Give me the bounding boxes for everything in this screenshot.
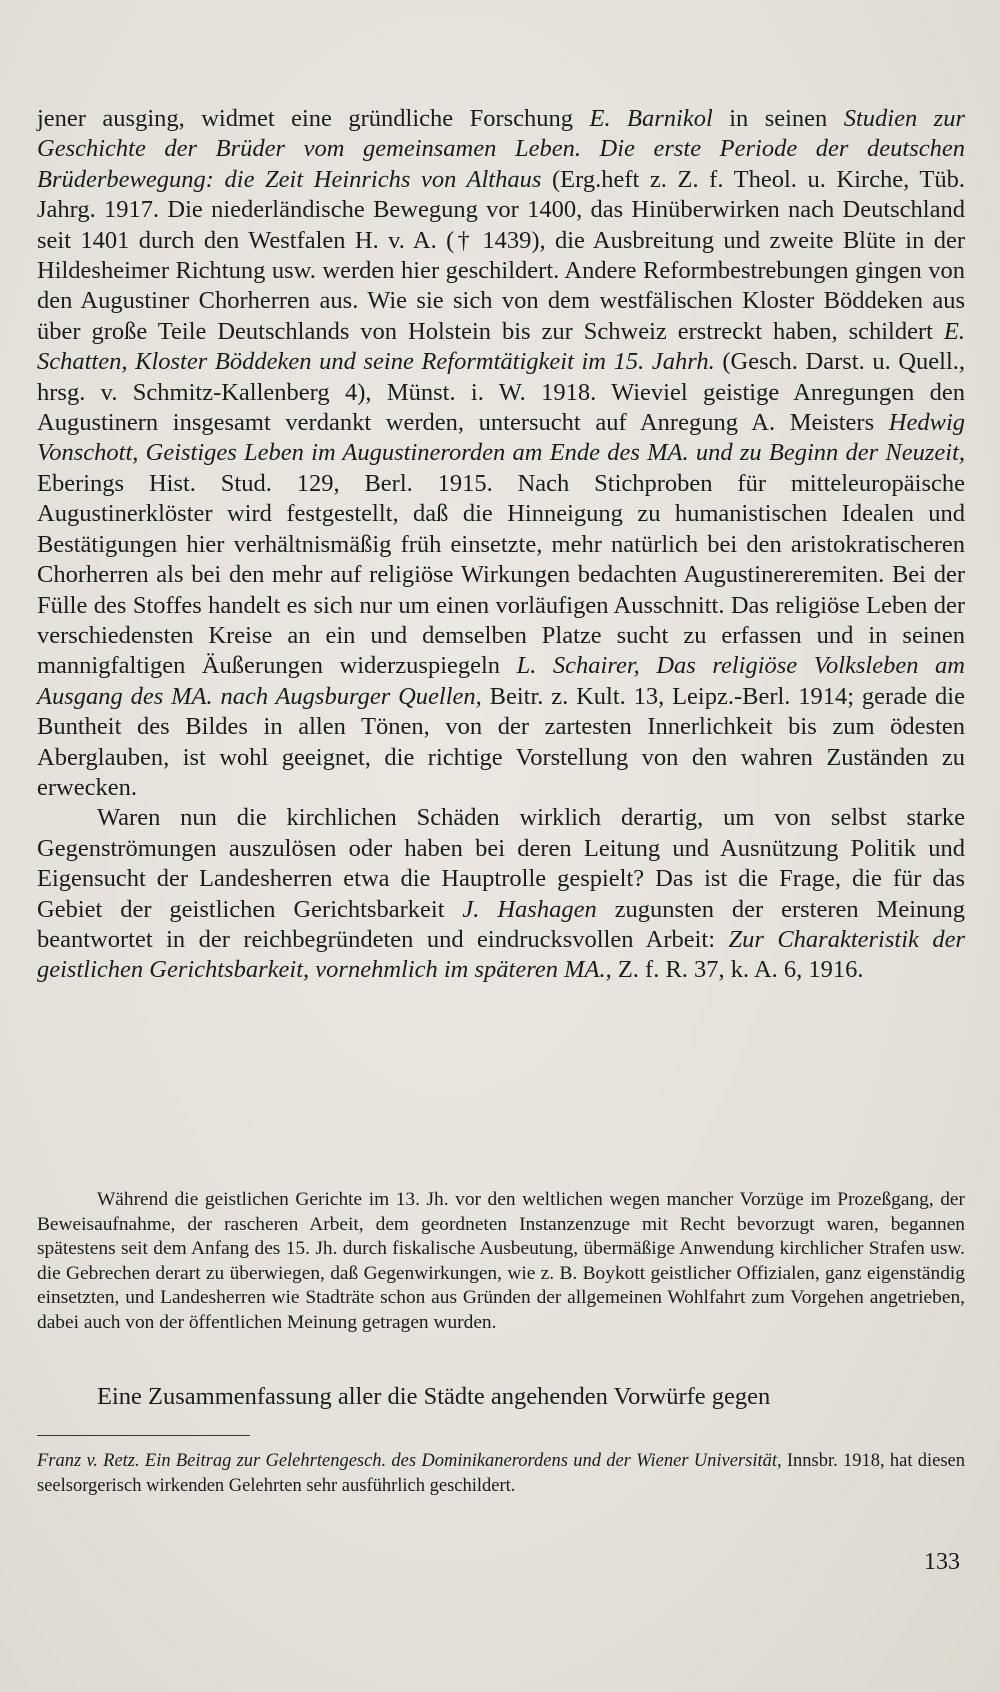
- continuation-line: Eine Zusammenfassung aller die Städte angehenden Vorwürfe gegen: [97, 1383, 771, 1410]
- footnote-text: [37, 1449, 965, 1498]
- main-text-block: [37, 104, 965, 986]
- text-run: Z. f. R. 37, k. A. 6, 1916.: [611, 956, 864, 984]
- author-name: E. Schatten,: [37, 317, 965, 376]
- footnote: [37, 1449, 965, 1498]
- text-run: (Erg.heft z. Z. f. Theol. u. Kirche, Tüb. Jahrg. 1917. Die niederländische Bewegung vor 1400, das Hinüberwirken nach Deutschland seit 1401 durch den Westfalen H. v. A. († 1439), die Ausbreitung und zweite Blüte in der Hildesheimer Richtung usw. werden hier geschildert. Andere Reformbestrebungen gingen von den Augustiner Chorherren aus. Wie sie sich von dem westfälischen Kloster Böddeken aus über große Teile Deutschlands von Holstein bis zur Schweiz erstreckt haben, schildert: [37, 165, 965, 345]
- author-name: E. Barnikol: [589, 105, 713, 132]
- footnote-title: Ein Beitrag zur Gelehrtengesch. des Dominikanerordens und der Wiener Universität,: [139, 1451, 782, 1471]
- paragraph-1: [37, 104, 965, 803]
- text-run: in seinen: [712, 105, 844, 132]
- author-name: L. Schairer,: [516, 652, 640, 680]
- footnote-rest: Innsbr. 1918, hat diesen seelsorgerisch wirkenden Gelehrten sehr ausführlich geschildert.: [37, 1451, 965, 1496]
- text-run: Eberings Hist. Stud. 129, Berl. 1915. Nach Stichproben für mitteleuropäische Augustinerklöster wird festgestellt, daß die Hinneigung zu humanistischen Idealen und Bestätigungen hier verhältnismäßig früh einsetzte, mehr natürlich bei den aristokratischeren Chorherren als bei den mehr auf religiöse Wirkungen bedachten Augustinereremiten. Bei der Fülle des Stoffes handelt es sich nur um einen vorläufigen Ausschnitt. Das religiöse Leben der verschiedensten Kreise an ein und demselben Platze sucht zu erfassen und in seinen mannigfaltigen Äußerungen widerzuspiegeln: [37, 469, 965, 680]
- author-name: J. Hashagen: [462, 895, 597, 923]
- text-run: jener ausging, widmet eine gründliche Forschung: [37, 105, 590, 132]
- footnote-author: Franz v. Retz.: [37, 1451, 140, 1471]
- continuation-block: [37, 1382, 965, 1412]
- work-title: Kloster Böddeken und seine Reformtätigkeit im 15. Jahrh.: [127, 348, 715, 376]
- small-print-block: [37, 1188, 965, 1336]
- text-run: Waren nun die kirchlichen Schäden wirklich derartig, um von selbst starke Gegenströmungen auszulösen oder haben bei deren Leitung und Ausnützung Politik und Eigensucht der Landesherren etwa die Hauptrolle gespielt? Das ist die Frage, die für das Gebiet der geistlichen Gerichtsbarkeit: [37, 804, 965, 923]
- paragraph-2: [37, 803, 965, 985]
- footnote-rule: [37, 1435, 250, 1436]
- small-paragraph: Während die geistlichen Gerichte im 13. Jh. vor den weltlichen wegen mancher Vorzüge im Prozeßgang, der Beweisaufnahme, der rascheren Arbeit, dem geordneten Instanzenzuge mit Recht bevorzugt waren, begannen spätestens seit dem Anfang des 15. Jh. durch fiskalische Ausbeutung, übermäßige Anwendung kirchlicher Strafen usw. die Gebrechen derart zu überwiegen, daß Gegenwirkungen, wie z. B. Boykott geistlicher Offizialen, ganz eigenständig einsetzten, und Landesherren wie Stadträte schon aus Gründen der allgemeinen Wohlfahrt zum Vorgehen angetrieben, dabei auch von der öffentlichen Meinung getragen wurden.: [37, 1189, 965, 1333]
- work-title: Studien zur Geschichte der Brüder vom gemeinsamen Leben. Die erste Periode der deutschen Brüderbewegung: die Zeit Heinrichs von Althaus: [37, 105, 966, 193]
- text-run: zugunsten der ersteren Meinung beantwortet in der reichbegründeten und eindrucksvollen Arbeit:: [37, 895, 965, 953]
- text-run: Beitr. z. Kult. 13, Leipz.-Berl. 1914; gerade die Buntheit des Bildes in allen Tönen, von der zartesten Innerlichkeit bis zum ödesten Aberglauben, ist wohl geeignet, die richtige Vorstellung von den wahren Zuständen zu erwecken.: [37, 682, 965, 801]
- work-title: Zur Charakteristik der geistlichen Gerichtsbarkeit, vornehmlich im späteren MA.,: [37, 925, 965, 984]
- text-run: (Gesch. Darst. u. Quell., hrsg. v. Schmitz-Kallenberg 4), Münst. i. W. 1918. Wieviel geistige Anregungen den Augustinern insgesamt verdankt werden, untersucht auf Anregung A. Meisters: [37, 348, 966, 437]
- page-number: 133: [924, 1549, 960, 1575]
- work-title: Das religiöse Volksleben am Ausgang des MA. nach Augsburger Quellen,: [37, 652, 965, 710]
- author-name: Hedwig Vonschott,: [37, 409, 965, 467]
- work-title: Geistiges Leben im Augustinerorden am Ende des MA. und zu Beginn der Neuzeit,: [138, 439, 965, 467]
